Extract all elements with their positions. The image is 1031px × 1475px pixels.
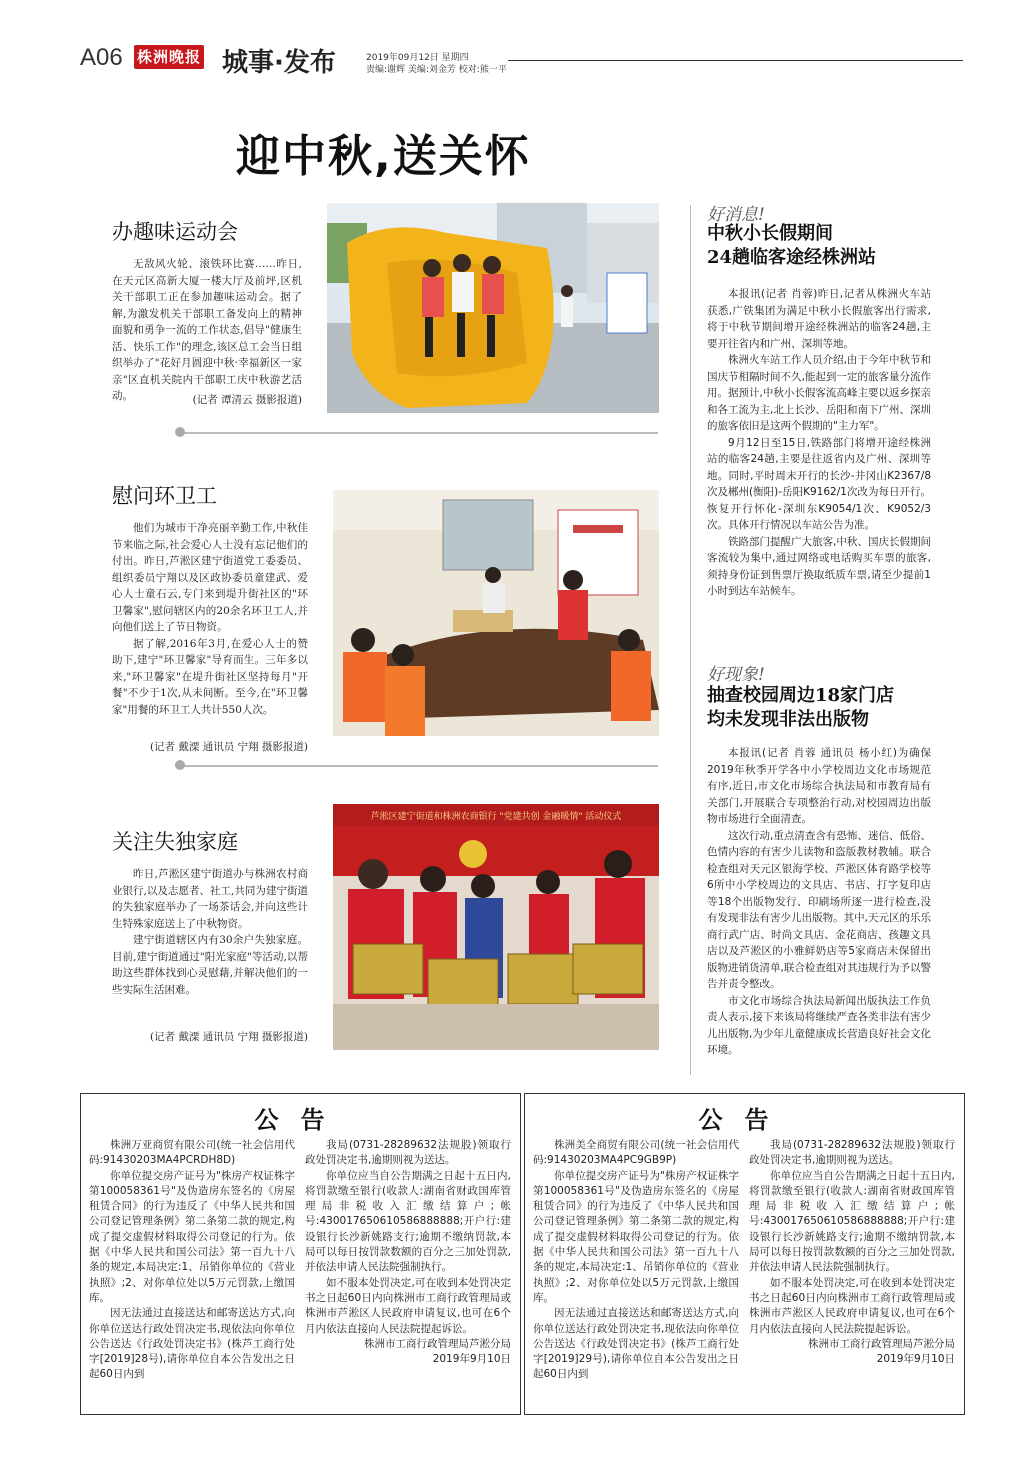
news-body bbox=[707, 286, 931, 600]
photo-banner-text: 芦淞区建宁街道和株洲农商银行 "党建共创 金融暖情" 活动仪式 bbox=[370, 812, 622, 822]
news-paragraph: 市文化市场综合执法局新闻出版执法工作负责人表示,接下来该局将继续严查各类非法有害少儿出版物,为少年儿童健康成长营造良好社会文化环境。 bbox=[707, 994, 931, 1056]
notice-date: 2019年9月10日 bbox=[876, 1353, 955, 1366]
news-paragraph: 本报讯(记者 肖蓉 通讯员 杨小红)为确保2019年秋季开学各中小学校周边文化市场规范有序,近日,市文化市场综合执法局和市教育局有关部门,开展联合专项整治行动,对校园周边出版物市场进行全面清查。 bbox=[707, 747, 931, 825]
news-paragraph: 本报讯(记者 肖蓉)昨日,记者从株洲火车站获悉,广铁集团为满足中秋小长假旅客出行需求,将于中秋节期间增开途经株洲站的临客24趟,主要开往省内和广州、深圳等地。 bbox=[707, 288, 931, 350]
story-paragraph: 建宁街道辖区内有30余户失独家庭。目前,建宁街道通过"阳光家庭"等活动,以帮助这些群体找到心灵慰藉,并解决他们的一些实际生活困难。 bbox=[112, 934, 308, 996]
story-body bbox=[112, 256, 302, 405]
story-paragraph: 无敌风火轮、滚铁环比赛……昨日,在天元区高新大厦一楼大厅及前坪,区机关干部职工正在参加趣味运动会。据了解,为激发机关干部职工备发向上的精神面貌和勇争一流的工作状态,倡导"健康生活、快乐工作"的理念,该区总工会当日组织举办了"花好月圆迎中秋·幸福新区一家亲"区直机关院内干部职工庆中秋游艺活动。 bbox=[112, 258, 302, 402]
story-body bbox=[112, 520, 308, 718]
story-title: 办趣味运动会 bbox=[112, 220, 238, 244]
photo-families bbox=[333, 804, 659, 1050]
news-kicker: 好现象! bbox=[707, 665, 765, 685]
divider-dot bbox=[175, 760, 185, 770]
column-rule bbox=[690, 205, 691, 1075]
notice-column bbox=[749, 1138, 955, 1367]
notice-paragraph: 如不服本处罚决定,可在收到本处罚决定书之日起60日内向株洲市工商行政管理局或株洲市芦淞区人民政府申请复议,也可在6个月内依法直接向人民法院提起诉讼。 bbox=[305, 1276, 511, 1335]
news-headline-line2: 均未发现非法出版物 bbox=[707, 709, 869, 730]
news-paragraph: 这次行动,重点清查含有恐怖、迷信、低俗、色情内容的有害少儿读物和盗版教材教辅。联合检查组对天元区银海学校、芦淞区体育路学校等6所中小学校周边的文具店、书店、打字复印店等18个出版物发行、印刷场所逐一进行检查,没有发现非法有害少儿出版物。其中,天元区的乐乐商行武广店、时尚文具店、金花商店、孩趣文具店以及芦淞区的小雅鲜奶店等5家商店未保留出版物进销货清单,联合检查组对其违规行为予以警告并责令整改。 bbox=[707, 829, 931, 990]
divider-connector bbox=[178, 765, 658, 767]
photo-sports-event bbox=[327, 203, 659, 413]
notice-paragraph: 株洲美全商贸有限公司(统一社会信用代码:91430203MA4PC9GB9P) bbox=[533, 1139, 739, 1167]
notice-date: 2019年9月10日 bbox=[432, 1353, 511, 1366]
notice-paragraph: 如不服本处罚决定,可在收到本处罚决定书之日起60日内向株洲市工商行政管理局或株洲市芦淞区人民政府申请复议,也可在6个月内依法直接向人民法院提起诉讼。 bbox=[749, 1276, 955, 1335]
story-body bbox=[112, 866, 308, 998]
notice-column bbox=[533, 1138, 739, 1383]
public-notice bbox=[524, 1093, 965, 1415]
issue-date: 2019年09月12日 星期四 bbox=[366, 53, 469, 63]
divider-dot bbox=[175, 427, 185, 437]
notice-paragraph: 你单位提交房产证号为"株房产权证株字第100058361号"及伪造房东签名的《房屋租赁合同》的行为违反了《中华人民共和国公司登记管理条例》第二条第二款的规定,构成了提交虚假材料取得公司登记的行为。依据《中华人民共和国公司法》第一百九十八条的规定,本局决定:1、吊销你单位的《营业执照》;2、对你单位处以5万元罚款,上缴国库。 bbox=[89, 1169, 295, 1304]
notice-paragraph: 你单位提交房产证号为"株房产权证株字第100058361号"及伪造房东签名的《房屋租赁合同》的行为违反了《中华人民共和国公司登记管理条例》第二条第二款的规定,构成了提交虚假材料取得公司登记的行为。依据《中华人民共和国公司法》第一百九十八条的规定,本局决定:1、吊销你单位的《营业执照》;2、对你单位处以5万元罚款,上缴国库。 bbox=[533, 1169, 739, 1304]
news-paragraph: 9月12日至15日,铁路部门将增开途经株洲站的临客24趟,主要是往返省内及广州、深圳等地。同时,平时周末开行的长沙-井冈山K2367/8次及郴州(衡阳)-岳阳K9162/1次改为每日开行。恢复开行怀化-深圳东K9054/1次、K9052/3次。具体开行情况以车站公告为准。 bbox=[707, 436, 931, 531]
notice-signature: 株洲市工商行政管理局芦淞分局 bbox=[364, 1337, 511, 1350]
news-paragraph: 铁路部门提醒广大旅客,中秋、国庆长假期间客流较为集中,通过网络或电话购买车票的旅客,须持身份证到售票厅换取纸质车票,请至少提前1小时到达车站候车。 bbox=[707, 535, 931, 597]
notice-title: 公告 bbox=[698, 1106, 791, 1134]
story-credit: (记者 戴溧 通讯员 宁翔 摄影报道) bbox=[149, 1031, 308, 1043]
notice-title: 公告 bbox=[254, 1106, 347, 1134]
photo-sanitation-workers bbox=[333, 490, 659, 736]
notice-paragraph: 你单位应当自公告期满之日起十五日内,将罚款缴至银行(收款人:湖南省财政国库管理局非税收入汇缴结算户;帐号:430017650610586888888;开户行:建设银行长沙新姚路支行;逾期不缴纳罚款,本局可以每日按罚款数额的百分之三加处罚款,并依法申请人民法院强制执行。 bbox=[749, 1169, 955, 1274]
news-headline-line2: 24趟临客途经株洲站 bbox=[707, 247, 877, 268]
notice-column bbox=[305, 1138, 511, 1367]
page-number: A06 bbox=[80, 44, 123, 71]
notice-column bbox=[89, 1138, 295, 1383]
header-rule bbox=[508, 60, 963, 61]
news-body bbox=[707, 745, 931, 1059]
news-kicker: 好消息! bbox=[707, 205, 765, 225]
story-credit: (记者 谭清云 摄影报道) bbox=[192, 394, 302, 406]
notice-paragraph: 我局(0731-28289632法规股)领取行政处罚决定书,逾期则视为送达。 bbox=[749, 1139, 955, 1167]
notice-paragraph: 株洲万亚商贸有限公司(统一社会信用代码:91430203MA4PCRDH8D) bbox=[89, 1139, 295, 1167]
story-title: 关注失独家庭 bbox=[112, 830, 238, 854]
newspaper-logo: 株洲晚报 bbox=[134, 45, 204, 69]
notice-paragraph: 因无法通过直接送达和邮寄送达方式,向你单位送达行政处罚决定书,现依法向你单位公告送达《行政处罚决定书》(株芦工商行处字[2019]29号),请你单位自本公告发出之日起60日内到 bbox=[533, 1307, 739, 1381]
staff-credits: 责编:谢辉 美编:刘金芳 校对:熊一平 bbox=[366, 65, 507, 75]
story-credit: (记者 戴溧 通讯员 宁翔 摄影报道) bbox=[149, 741, 308, 753]
notice-paragraph: 因无法通过直接送达和邮寄送达方式,向你单位送达行政处罚决定书,现依法向你单位公告送达《行政处罚决定书》(株芦工商行处字[2019]28号),请你单位自本公告发出之日起60日内到 bbox=[89, 1307, 295, 1381]
main-headline: 迎中秋,送关怀 bbox=[236, 131, 531, 182]
story-paragraph: 他们为城市干净亮丽辛勤工作,中秋佳节来临之际,社会爱心人士没有忘记他们的付出。昨日,芦淞区建宁街道党工委委员、组织委员宁翔以及区政协委员童建武、爱心人士童石云,专门来到堤升街社区的"环卫馨家",慰问辖区内的20余名环卫工人,并向他们送上了节日物资。 bbox=[112, 522, 308, 633]
story-paragraph: 据了解,2016年3月,在爱心人士的赞助下,建宁"环卫馨家"导育而生。三年多以来,"环卫馨家"在堤升街社区坚持每月"开餐"不少于1次,从未间断。至今,在"环卫馨家"用餐的环卫工人共计550人次。 bbox=[112, 637, 308, 716]
public-notice bbox=[80, 1093, 521, 1415]
section-name: 城事·发布 bbox=[222, 48, 336, 78]
divider-connector bbox=[178, 432, 658, 434]
notice-paragraph: 你单位应当自公告期满之日起十五日内,将罚款缴至银行(收款人:湖南省财政国库管理局非税收入汇缴结算户;帐号:430017650610586888888;开户行:建设银行长沙新姚路支行;逾期不缴纳罚款,本局可以每日按罚款数额的百分之三加处罚款,并依法申请人民法院强制执行。 bbox=[305, 1169, 511, 1274]
news-paragraph: 株洲火车站工作人员介绍,由于今年中秋节和国庆节相隔时间不久,能起到一定的旅客量分流作用。据预计,中秋小长假客流高峰主要以返乡探亲和各工流为主,北上长沙、岳阳和南下广州、深圳的旅客依旧是这两个假期的"主力军"。 bbox=[707, 354, 931, 432]
news-headline-line1: 抽查校园周边18家门店 bbox=[707, 685, 895, 706]
notice-signature: 株洲市工商行政管理局芦淞分局 bbox=[808, 1337, 955, 1350]
story-title: 慰问环卫工 bbox=[112, 484, 217, 508]
notice-paragraph: 我局(0731-28289632法规股)领取行政处罚决定书,逾期则视为送达。 bbox=[305, 1139, 511, 1167]
story-paragraph: 昨日,芦淞区建宁街道办与株洲农村商业银行,以及志愿者、社工,共同为建宁街道的失独家庭举办了一场茶话会,并向这些计生特殊家庭送上了中秋物资。 bbox=[112, 868, 308, 930]
news-headline-line1: 中秋小长假期间 bbox=[707, 223, 833, 244]
